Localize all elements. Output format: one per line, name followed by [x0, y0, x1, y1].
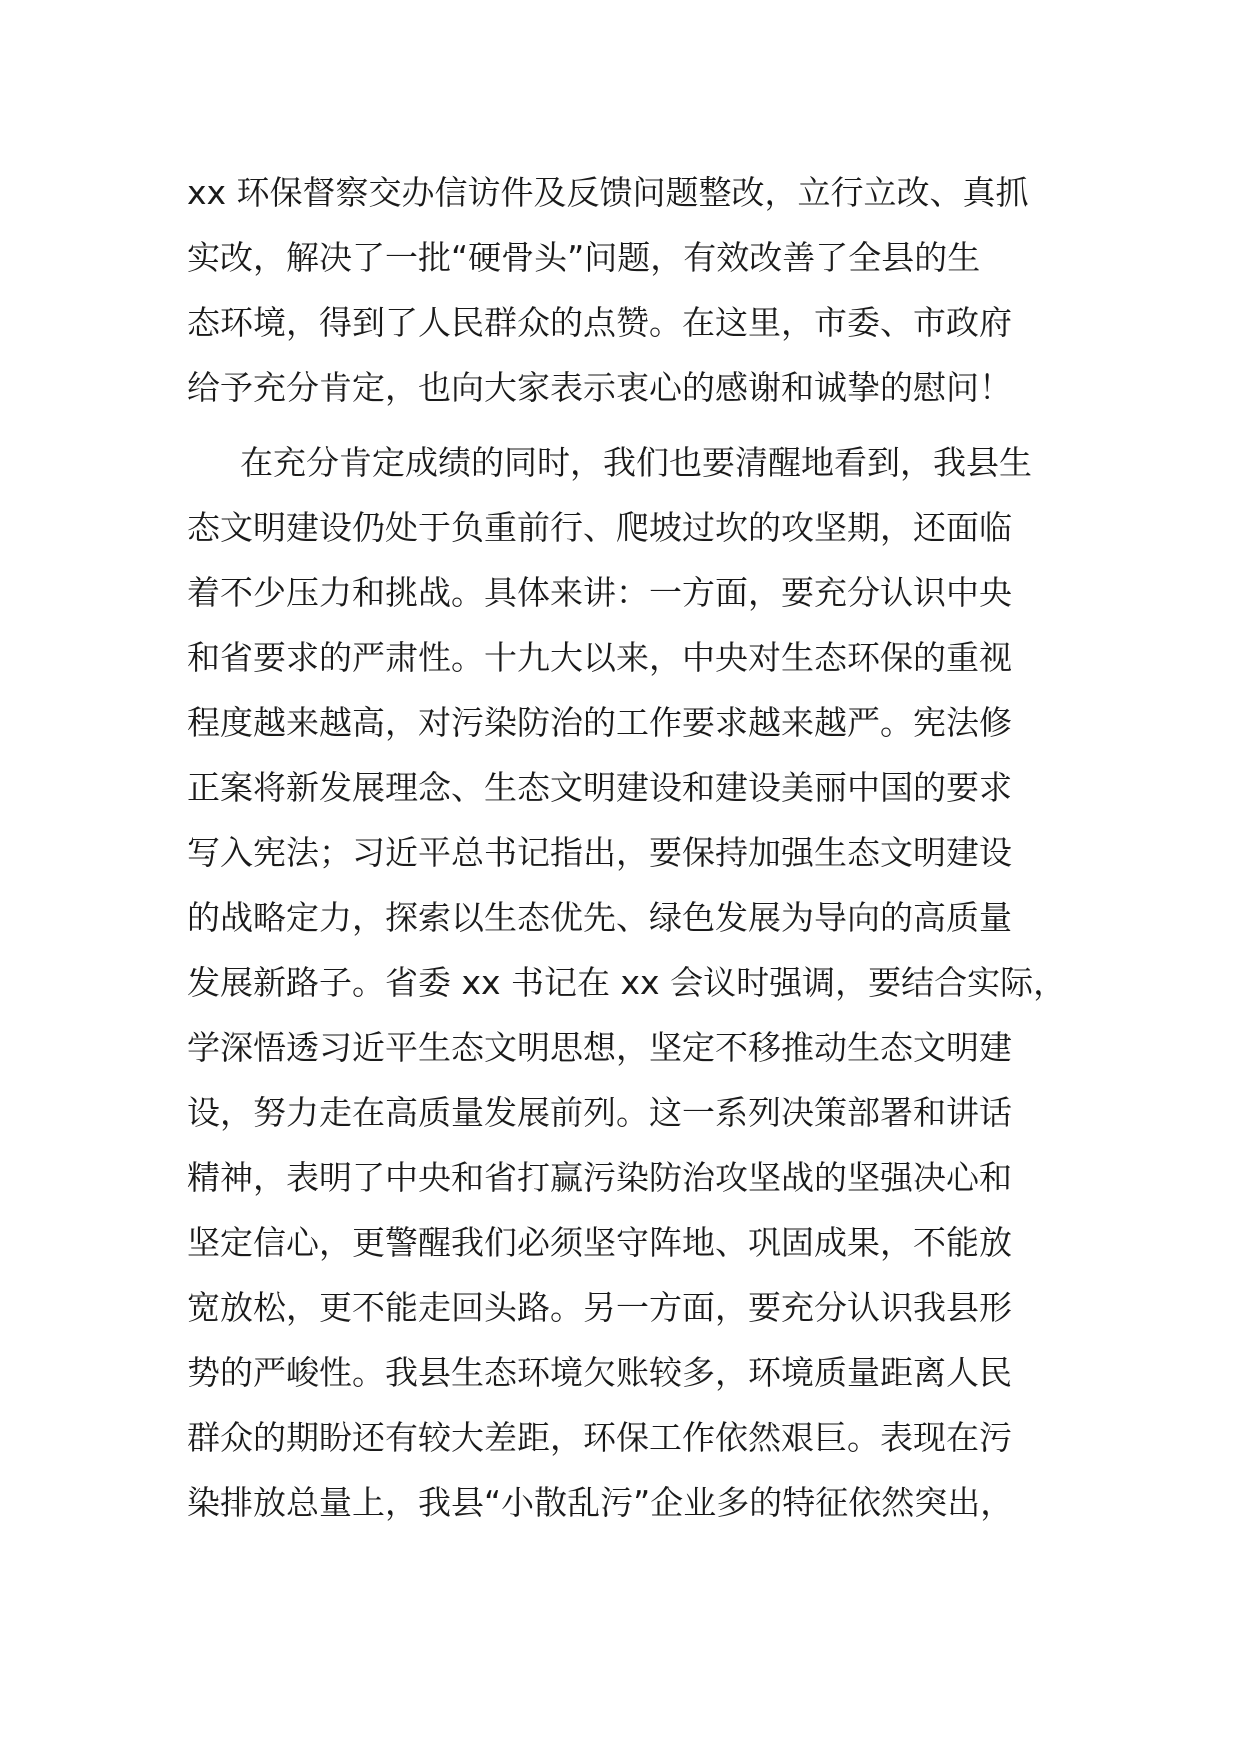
- text-line: 在充分肯定成绩的同时，我们也要清醒地看到，我县生: [240, 443, 1032, 482]
- text-line: 程度越来越高，对污染防治的工作要求越来越严。宪法修: [187, 703, 1012, 742]
- text-line: 坚定信心，更警醒我们必须坚守阵地、巩固成果，不能放: [187, 1223, 1012, 1262]
- text-line: 给予充分肯定，也向大家表示衷心的感谢和诚挚的慰问！: [187, 368, 1012, 407]
- text-line: 精神，表明了中央和省打赢污染防治攻坚战的坚强决心和: [187, 1158, 1012, 1197]
- document-body: [187, 160, 1067, 1535]
- text-line: 实改，解决了一批“硬骨头”问题，有效改善了全县的生: [187, 238, 981, 277]
- text-line: 群众的期盼还有较大差距，环保工作依然艰巨。表现在污: [187, 1418, 1012, 1457]
- text-line: 宽放松，更不能走回头路。另一方面，要充分认识我县形: [187, 1288, 1012, 1327]
- text-line: 态环境，得到了人民群众的点赞。在这里，市委、市政府: [187, 303, 1012, 342]
- text-line: xx 环保督察交办信访件及反馈问题整改，立行立改、真抓: [187, 173, 1029, 212]
- paragraph-1: [187, 160, 1067, 420]
- text-line: 正案将新发展理念、生态文明建设和建设美丽中国的要求: [187, 768, 1012, 807]
- text-line: 势的严峻性。我县生态环境欠账较多，环境质量距离人民: [187, 1353, 1012, 1392]
- text-line: 发展新路子。省委 xx 书记在 xx 会议时强调，要结合实际，: [187, 963, 1067, 1002]
- text-line: 写入宪法；习近平总书记指出，要保持加强生态文明建设: [187, 833, 1012, 872]
- text-line: 学深悟透习近平生态文明思想，坚定不移推动生态文明建: [187, 1028, 1012, 1067]
- text-line: 着不少压力和挑战。具体来讲：一方面，要充分认识中央: [187, 573, 1012, 612]
- paragraph-2: [187, 430, 1067, 1535]
- text-line: 和省要求的严肃性。十九大以来，中央对生态环保的重视: [187, 638, 1012, 677]
- text-line: 染排放总量上，我县“小散乱污”企业多的特征依然突出，: [187, 1483, 1014, 1522]
- text-line: 态文明建设仍处于负重前行、爬坡过坎的攻坚期，还面临: [187, 508, 1012, 547]
- text-line: 的战略定力，探索以生态优先、绿色发展为导向的高质量: [187, 898, 1012, 937]
- text-line: 设，努力走在高质量发展前列。这一系列决策部署和讲话: [187, 1093, 1012, 1132]
